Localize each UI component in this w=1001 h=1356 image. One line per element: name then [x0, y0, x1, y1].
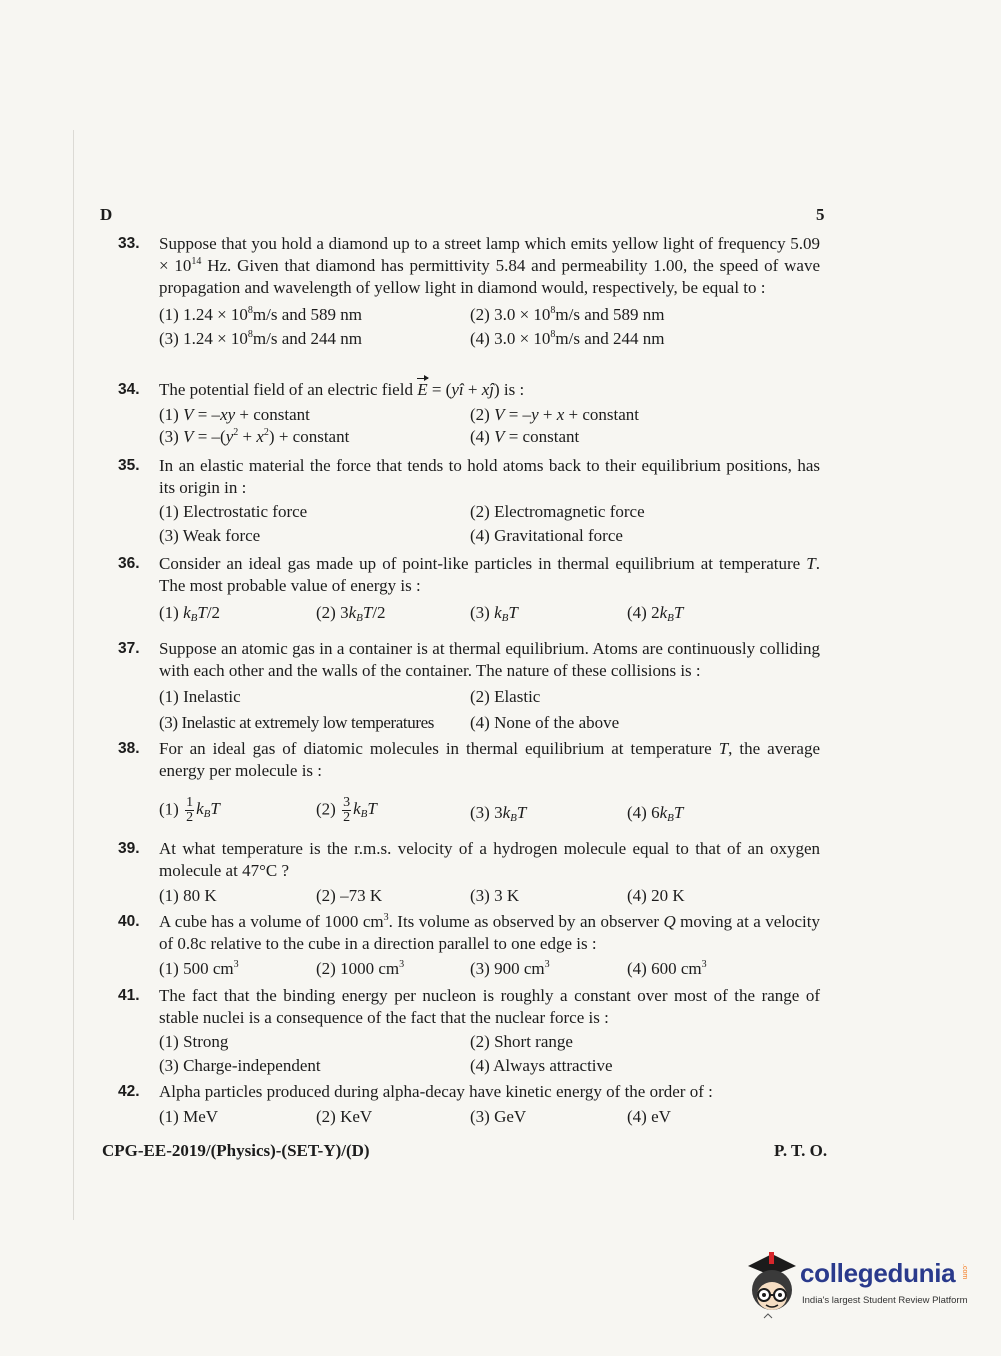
- question-42: [118, 1081, 820, 1130]
- option-2: (2) KeV: [316, 1107, 373, 1126]
- brand-domain: .com: [961, 1264, 968, 1280]
- question-41: [118, 985, 820, 1079]
- question-number: 38.: [118, 740, 140, 757]
- option-4: (4) None of the above: [470, 713, 620, 732]
- question-38: [118, 738, 820, 830]
- option-2: (2) 1000 $cm^3$: [316, 959, 405, 978]
- question-number: 35.: [118, 457, 140, 474]
- option-1: (1) 80 K: [159, 886, 217, 905]
- brand-tagline: India's largest Student Review Platform: [802, 1295, 968, 1306]
- options: [159, 796, 820, 830]
- option-2: (2) Short range: [470, 1032, 573, 1051]
- option-2: (2) $3k_BT/2$: [316, 603, 386, 624]
- paper-code: CPG-EE-2019/(Physics)-(SET-Y)/(D): [102, 1141, 370, 1160]
- question-text: Suppose that you hold a diamond up to a street lamp which emits yellow light of frequency $5.09 \times 10^{14}$ Hz. Given that diamond has permittivity 5.84 and permeability 1.00, the speed of wave propagation and wavelength of yellow light in diamond would, respectively, be equal to :: [159, 234, 820, 297]
- question-text: For an ideal gas of diatomic molecules in thermal equilibrium at temperature T, the average energy per molecule is :: [159, 739, 820, 780]
- brand-name: collegedunia: [800, 1258, 956, 1288]
- option-4: (4) 600 $cm^3$: [627, 959, 707, 978]
- option-4: (4) $2k_BT$: [627, 603, 684, 624]
- options: [159, 602, 820, 626]
- option-3: (3) $3k_BT$: [470, 803, 527, 824]
- option-2: (2) V = –y + x + constant: [470, 405, 639, 424]
- question-35: [118, 455, 820, 549]
- option-3: (3) Weak force: [159, 526, 261, 545]
- question-number: 36.: [118, 555, 140, 572]
- option-3: (3) Charge-independent: [159, 1056, 321, 1075]
- pto-label: P. T. O.: [774, 1141, 828, 1160]
- options: [159, 686, 820, 736]
- question-40: [118, 911, 820, 982]
- option-3: (3) GeV: [470, 1107, 527, 1126]
- option-1: (1) $1.24 \times 10^8m/s$ and 589 nm: [159, 305, 363, 324]
- question-number: 42.: [118, 1083, 140, 1100]
- question-34: [118, 379, 820, 448]
- question-number: 39.: [118, 840, 140, 857]
- question-number: 40.: [118, 913, 140, 930]
- question-33: [118, 233, 820, 352]
- option-4: (4) V = constant: [470, 427, 580, 446]
- question-number: 37.: [118, 640, 140, 657]
- question-text: Alpha particles produced during alpha-decay have kinetic energy of the order of :: [159, 1082, 713, 1101]
- option-2: (2) $3.0 \times 10^8m/s$ and 589 nm: [470, 305, 665, 324]
- set-letter: D: [100, 205, 113, 224]
- option-3: (3) 900 $cm^3$: [470, 959, 550, 978]
- option-2: (2) –73 K: [316, 886, 383, 905]
- option-2: (2) Elastic: [470, 687, 541, 706]
- question-number: 34.: [118, 381, 140, 398]
- options: [159, 958, 820, 982]
- option-3: (3) Inelastic at extremely low temperatures: [159, 713, 434, 732]
- question-37: [118, 638, 820, 736]
- question-text: The potential field of an electric field E = (yî + xĵ) is :: [159, 380, 525, 399]
- option-1: (1) V = –xy + constant: [159, 405, 310, 424]
- option-4: (4) Always attractive: [470, 1056, 613, 1075]
- option-4: (4) $3.0 \times 10^8m/s$ and 244 nm: [470, 329, 665, 348]
- option-2: (2) Electromagnetic force: [470, 502, 645, 521]
- options: [159, 404, 820, 448]
- option-3: (3) $V = -(y^2 + x^2)$ + constant: [159, 427, 350, 446]
- question-text: In an elastic material the force that tends to hold atoms back to their equilibrium positions, has its origin in :: [159, 456, 820, 497]
- options: [159, 1106, 820, 1130]
- option-3: (3) $k_BT$: [470, 603, 518, 624]
- option-1: (1) MeV: [159, 1107, 219, 1126]
- question-36: [118, 553, 820, 626]
- collegedunia-logo: [742, 1248, 982, 1320]
- question-39: [118, 838, 820, 909]
- option-1: (1) Strong: [159, 1032, 229, 1051]
- option-4: (4) eV: [627, 1107, 671, 1126]
- question-text: At what temperature is the r.m.s. velocity of a hydrogen molecule equal to that of an oxygen molecule at 47°C ?: [159, 839, 820, 880]
- option-4: (4) $6k_BT$: [627, 803, 684, 824]
- option-4: (4) Gravitational force: [470, 526, 623, 545]
- page-number: 5: [816, 205, 825, 224]
- options: [159, 885, 820, 909]
- options: [159, 1031, 820, 1079]
- option-1: (1) 500 $cm^3$: [159, 959, 239, 978]
- question-number: 41.: [118, 987, 140, 1004]
- question-text: Suppose an atomic gas in a container is at thermal equilibrium. Atoms are continuously colliding with each other and the walls of the container. The nature of these collisions is :: [159, 639, 820, 680]
- option-2: (2) $\frac{3}{2}$ $k_BT$: [316, 795, 377, 825]
- question-text: A cube has a volume of 1000 $cm^3$. Its volume as observed by an observer Q moving at a velocity of 0.8c relative to the cube in a direction parallel to one edge is :: [159, 912, 820, 953]
- option-1: (1) Inelastic: [159, 687, 241, 706]
- options: [159, 304, 820, 352]
- option-1: (1) $k_BT/2$: [159, 603, 221, 624]
- scan-edge-line: [73, 130, 74, 1220]
- option-4: (4) 20 K: [627, 886, 685, 905]
- option-1: (1) Electrostatic force: [159, 502, 308, 521]
- question-text: The fact that the binding energy per nucleon is roughly a constant over most of the range of stable nuclei is a consequence of the fact that the nuclear force is :: [159, 986, 820, 1027]
- option-3: (3) $1.24 \times 10^8m/s$ and 244 nm: [159, 329, 363, 348]
- option-3: (3) 3 K: [470, 886, 520, 905]
- options: [159, 501, 820, 549]
- mascot-icon: [742, 1248, 802, 1320]
- question-number: 33.: [118, 235, 140, 252]
- option-1: (1) $\frac{1}{2}$ $k_BT$: [159, 795, 220, 825]
- question-text: Consider an ideal gas made up of point-like particles in thermal equilibrium at temperature T. The most probable value of energy is :: [159, 554, 820, 595]
